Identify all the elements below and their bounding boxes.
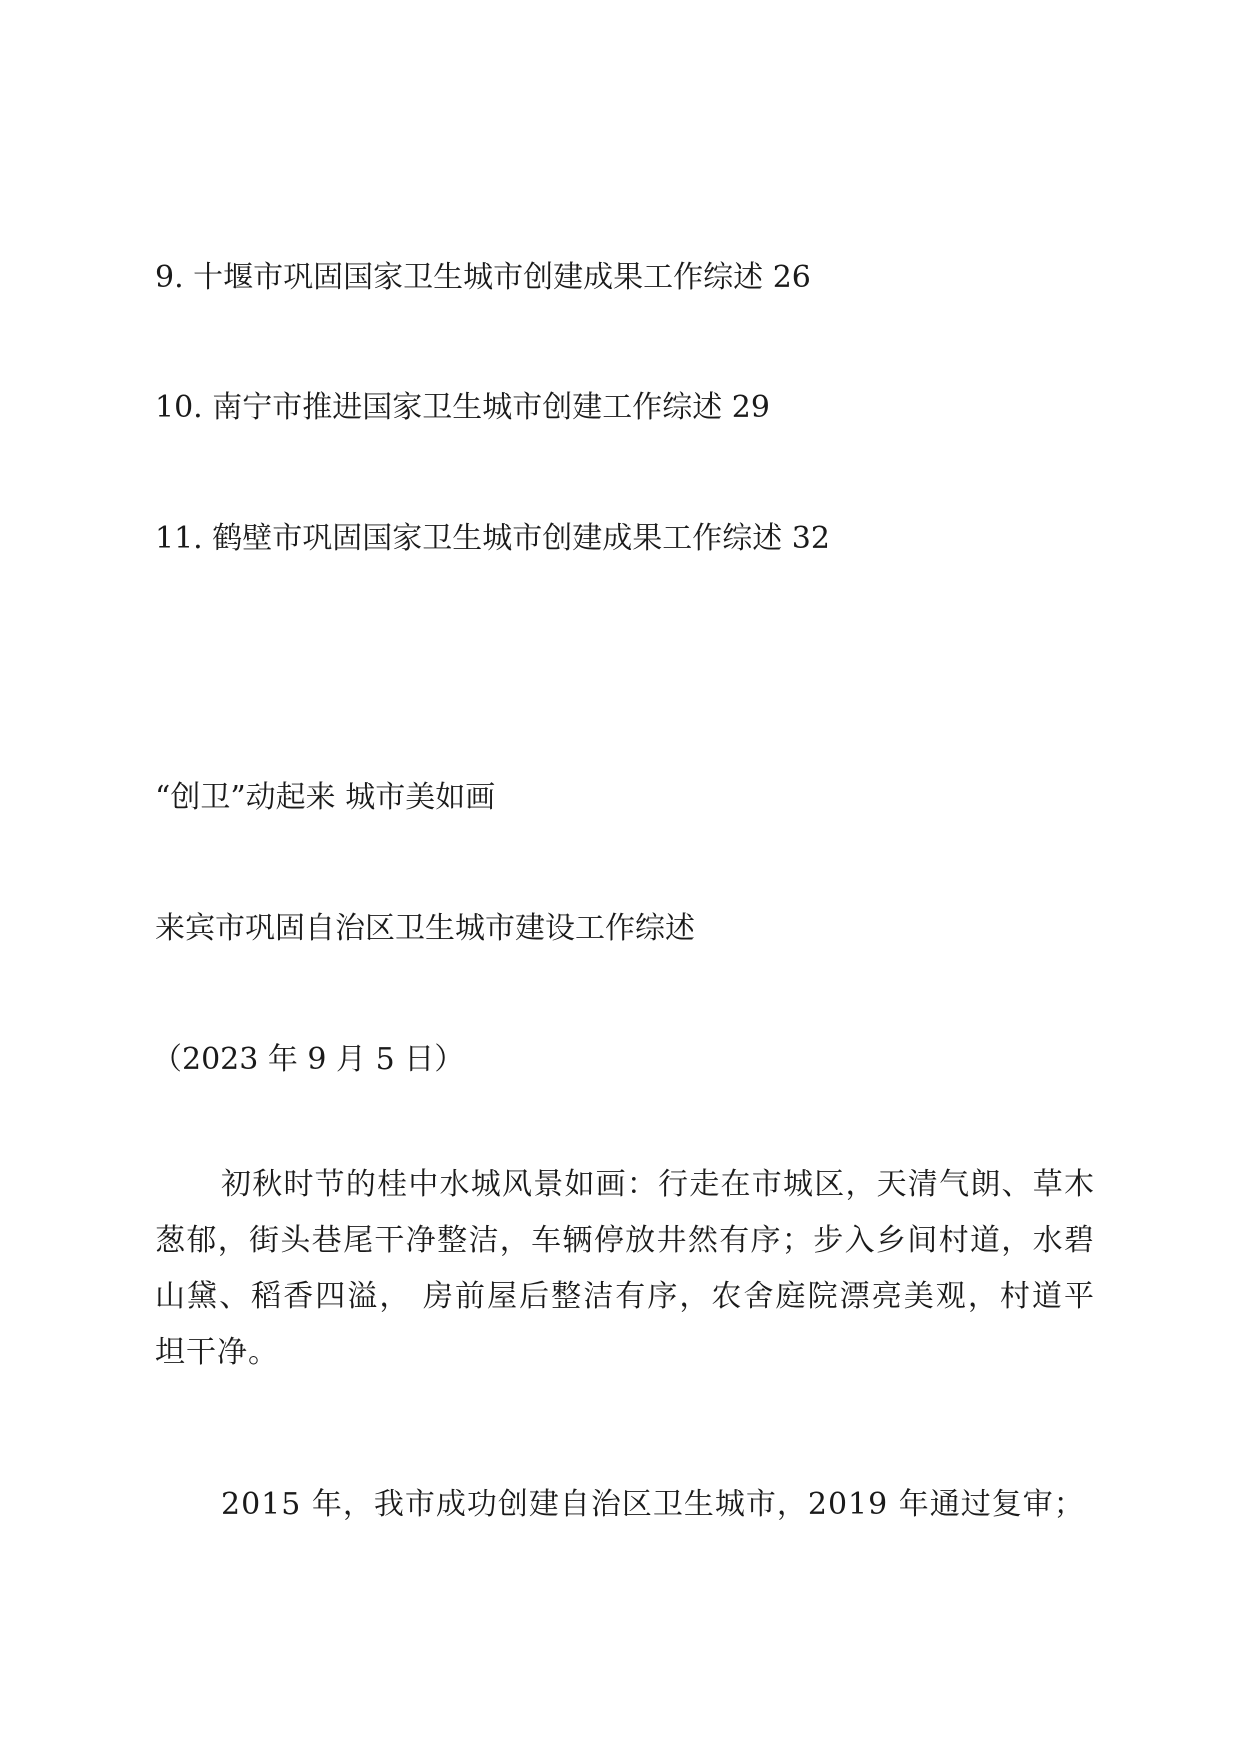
toc-item-10: 10. 南宁市推进国家卫生城市创建工作综述 29 [155, 390, 770, 425]
toc-item-11: 11. 鹤壁市巩固国家卫生城市创建成果工作综述 32 [155, 521, 830, 556]
article-subtitle: 来宾市巩固自治区卫生城市建设工作综述 [155, 911, 695, 946]
article-headline: “创卫”动起来 城市美如画 [155, 780, 496, 815]
toc-item-9: 9. 十堰市巩固国家卫生城市创建成果工作综述 26 [155, 260, 811, 295]
body-paragraph: 2015 年，我市成功创建自治区卫生城市，2019 年通过复审； [221, 1487, 1085, 1522]
body-paragraph: 初秋时节的桂中水城风景如画：行走在市城区，天清气朗、草木葱郁，街头巷尾干净整洁，车辆停放井然有序；步入乡间村道，水碧山黛、稻香四溢， 房前屋后整洁有序，农舍庭院漂亮美观，村道平坦干净。 [155, 1167, 1095, 1370]
article-date: （2023 年 9 月 5 日） [152, 1042, 465, 1077]
